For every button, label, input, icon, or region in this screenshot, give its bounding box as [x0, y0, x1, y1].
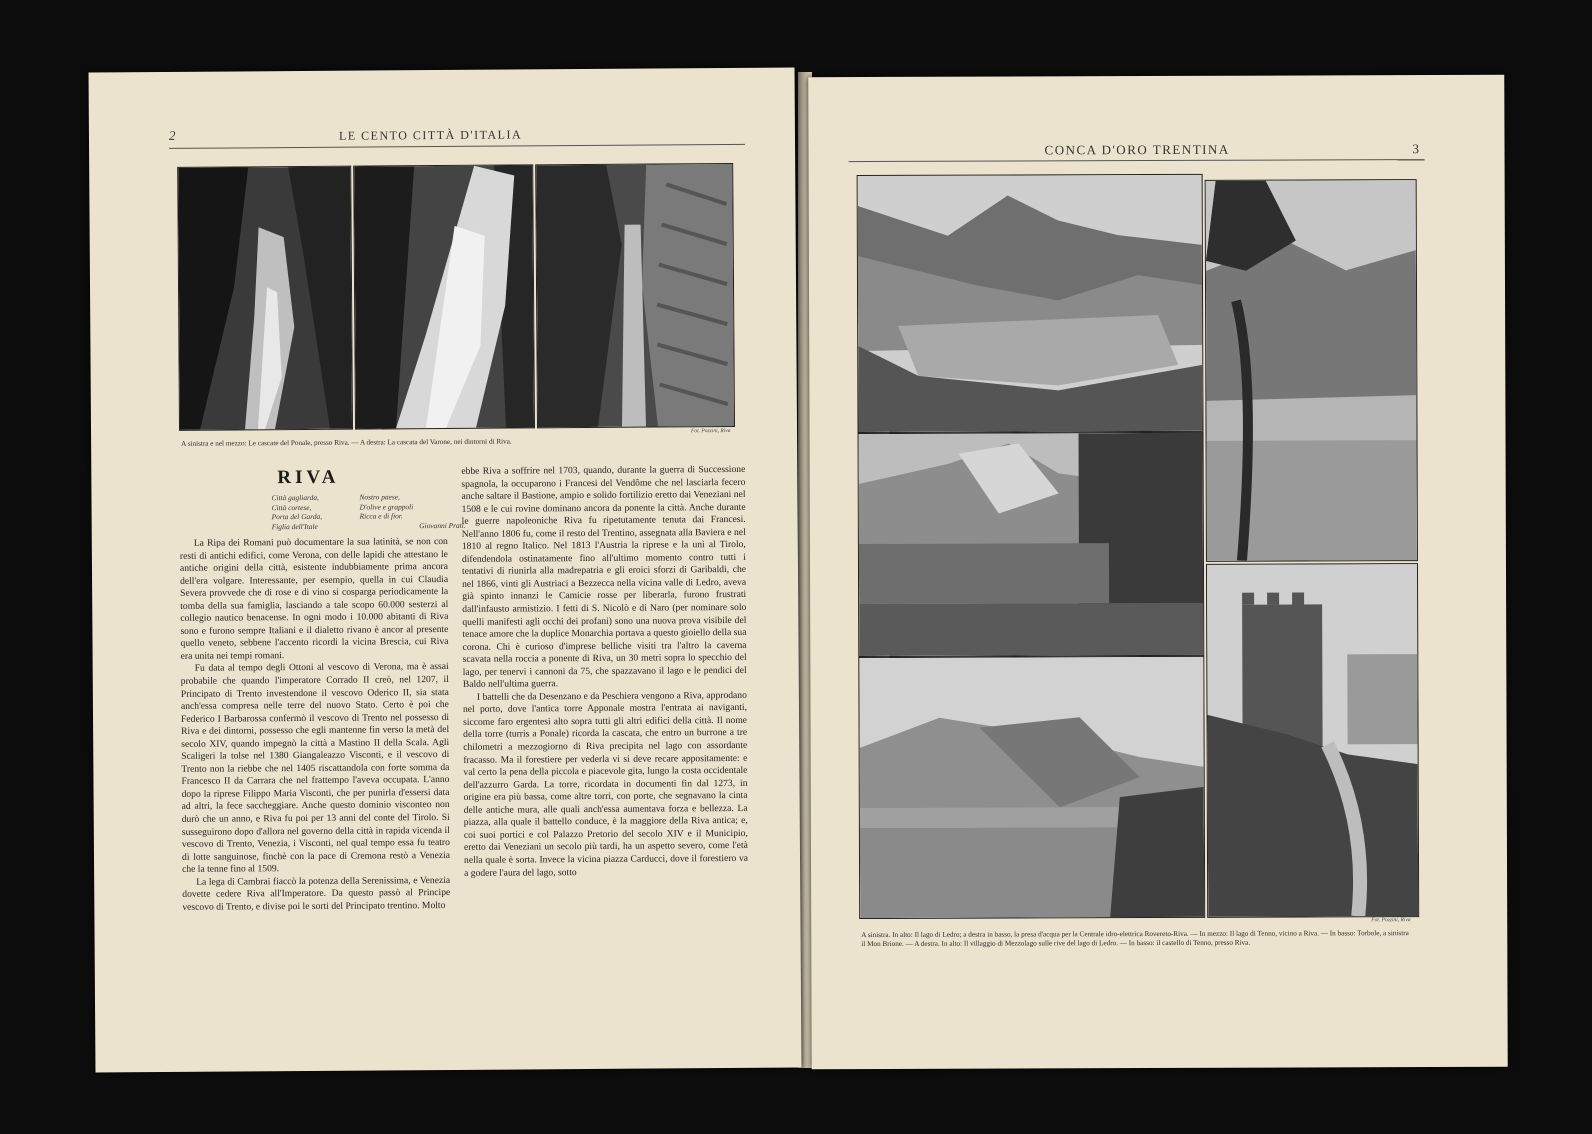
running-head-right: CONCA D'ORO TRENTINA	[1044, 141, 1230, 158]
page-number-left: 2	[168, 127, 176, 143]
article-column-b	[461, 464, 748, 880]
photo-credit-left: Fot. Pozzini, Riva	[691, 428, 731, 435]
header-rule-right	[849, 159, 1425, 162]
right-page	[808, 75, 1507, 1069]
paragraph: ebbe Riva a soffrire nel 1703, quando, durante la guerra di Successione spagnola, la occuparono i Francesi del Vendôme che nel lasciarla fecero anche saltare il Bastione, ampio e solido fortilizio eretto dai Veneziani nel 1508 e le cui rovine dominano ancora da ponente la città. Anche durante le guerre napoleoniche Riva fu ripetutamente tenuta dai Francesi. Nell'anno 1806 fu, come il resto del Trentino, assegnata alla Baviera e nel 1810 al regno Italico. Nel 1813 l'Austria la riprese e la unì al Tirolo, difendendola ostinatamente fino all'ultimo momento contro tutti i tentativi di riunirla alla madrepatria e gli eroici sforzi di Garibaldi, che nel 1866, vinti gli Austriaci a Bezzecca nella vicina valle di Ledro, aveva già spinto innanzi le Camicie rosse per liberarla, furono frustrati dall'infausto armistizio. I fetti di S. Nicolò e di Naro (per nominare solo quelli manifesti agli occhi dei profani) sono una nuova prova visibile del tenace amore che la duplice Monarchia portava a questo gioiello della sua corona. Chi è curioso d'imprese belliche visiti tra l'altro la caverna scavata nella roccia a ponente di Riva, un 30 metri sopra lo specchio del lago, per tenervi i cannoni da 75, che spazzavano il lago e le pendici del Baldo nell'ultima guerra.	[461, 463, 747, 691]
article-title: RIVA	[277, 466, 340, 489]
photo-caption-left: A sinistra e nel mezzo: Le cascate del Ponale, presso Riva. — A destra: La cascata del Varone, nei dintorni di Riva.	[181, 437, 512, 448]
paragraph: Fu data al tempo degli Ottoni al vescovo di Verona, ma è assai probabile che quando l'imperatore Corrado II creò, nel 1207, il Principato di Trento investendone il vescovo Oderico II, sia stata anch'essa compresa nelle terre del nuovo Stato. Certo è poi che Federico I Barbarossa confermò il vescovo di Trento nel possesso di Riva e dei dintorni, possesso che egli mantenne fin verso la metà del secolo XIV, quando impegnò la città a Mastino II della Scala. Agli Scaligeri la tolse nel 1380 Giangaleazzo Visconti, e il vescovo di Trento non la riebbe che nel 1405 riscattandola con forte somma da Francesco II da Carrara che nel frattempo l'aveva occupata. L'anno dopo la riprese Filippo Maria Visconti, che per punirla d'essersi data ad altri, la fece saccheggiare. Anche questo dominio visconteo non durò che un anno, e Riva fu poi per 13 anni del conte del Tirolo. Si susseguirono dopo d'allora nel governo della città in rapida vicenda il vescovo di Trento, Venezia, i Visconti, nel qual tempo essa fu teatro di lotte sanguinose, finchè con la pace di Cremona restò a Venezia che la tenne fino al 1509.	[180, 661, 451, 876]
photo-varone-falls	[535, 163, 735, 428]
epigraph-col-1	[271, 493, 351, 532]
photo-credit-right: Fot. Pozzini, Riva	[1371, 917, 1411, 924]
photo-ponale-falls-2	[353, 164, 535, 429]
photo-torbole	[858, 656, 1205, 919]
running-head-left: LE CENTO CITTÀ D'ITALIA	[338, 127, 523, 143]
paragraph: I battelli che da Desenzano e da Peschiera vengono a Riva, approdano nel porto, dove l'antica torre Apponale mostra l'entrata ai naviganti, siccome faro ergentesi alto sopra tutti gli altri edifici della città. Il nome della torre (turris a Ponale) ricorda la cascata, che entro un burrone a tre chilometri a mezzogiorno di Riva precipita nel lago con assordante fracasso. Ma il forestiere per vederla vi si deve recare appositamente: e val certo la pena della piccola e piacevole gita, lungo la costa occidentale dell'azzurro Garda. La torre, ricordata in documenti fin dal 1273, in origine era più bassa, come altre torri, con porte, che segnavano la cinta delle antiche mura, alle quali anch'essa aumentava forza e bellezza. La piazza, alla quale il battello conduce, è la maggiore della Riva antica; e, coi suoi portici e col Palazzo Pretorio del secolo XIV e il Municipio, eretto dai Veneziani un secolo più tardi, ha un aspetto severo, come l'età nella quale è sorta. Invece la vicina piazza Carducci, dove il forestiero va a godere l'aura del lago, sotto	[462, 689, 749, 879]
paragraph: La lega di Cambrai fiaccò la potenza della Serenissima, e Venezia dovette cedere Riva all'Imperatore. Da questo passò al Principe vescovo di Trento, e divise poi le sorti del Principato trentino. Molto	[182, 874, 451, 913]
epigraph-line: Ricca e di fior.	[359, 511, 403, 521]
epigraph-author: Giovanni Prati.	[419, 520, 466, 530]
epigraph-line: Nostro paese,	[359, 492, 400, 502]
photo-ponale-falls-1	[177, 166, 353, 431]
photo-lago-di-tenno	[858, 432, 1205, 657]
photo-mezzolago	[1205, 179, 1418, 562]
left-page	[89, 68, 802, 1073]
epigraph-line: Porta del Garda,	[271, 512, 323, 522]
article-column-a	[180, 536, 451, 914]
epigraph	[271, 492, 471, 531]
page-number-right: 3	[1412, 141, 1420, 157]
epigraph-line: Città cortese,	[271, 502, 312, 512]
epigraph-line: Figlia dell'Itale	[271, 521, 318, 531]
photo-castello-di-tenno	[1206, 563, 1419, 918]
header-rule-left	[169, 144, 745, 149]
epigraph-col-2	[359, 492, 471, 531]
photo-lago-di-ledro	[857, 174, 1204, 433]
photo-caption-right: A sinistra. In alto: Il lago di Ledro; a destra in basso, la presa d'acqua per la Centrale idro-elettrica Rovereto-Riva. — In mezzo: Il lago di Tenno, vicino a Riva. — In basso: Torbole, a sinistra il Mon Brione. — A destra. In alto: Il villaggio di Mezzolago sulle rive del lago di Ledro. — In basso: il castello di Tenno, presso Riva.	[861, 929, 1409, 949]
epigraph-line: Città gagliarda,	[271, 492, 319, 503]
epigraph-line: D'olive e grappoli	[359, 501, 414, 512]
paragraph: La Ripa dei Romani può documentare la sua latinità, se non con resti di antichi edifici, come Verona, con delle lapidi che attestano le antiche origini della città, esistente indubbiamente prima ancora dell'era volgare. Interessante, per esempio, quella in cui Claudia Severa provvede che di rose e di vino si cosparga periodicamente la tomba della sua famiglia, lasciando a tale scopo 60.000 sesterzi al collegio nautico benacense. In ogni modo i 10.000 abitanti di Riva sono e furono sempre Italiani e il dialetto rivano è ancor al presente quello veneto, sebbene l'accento ricordi la vicina Brescia, cui Riva era unita nei tempi romani.	[179, 535, 449, 662]
